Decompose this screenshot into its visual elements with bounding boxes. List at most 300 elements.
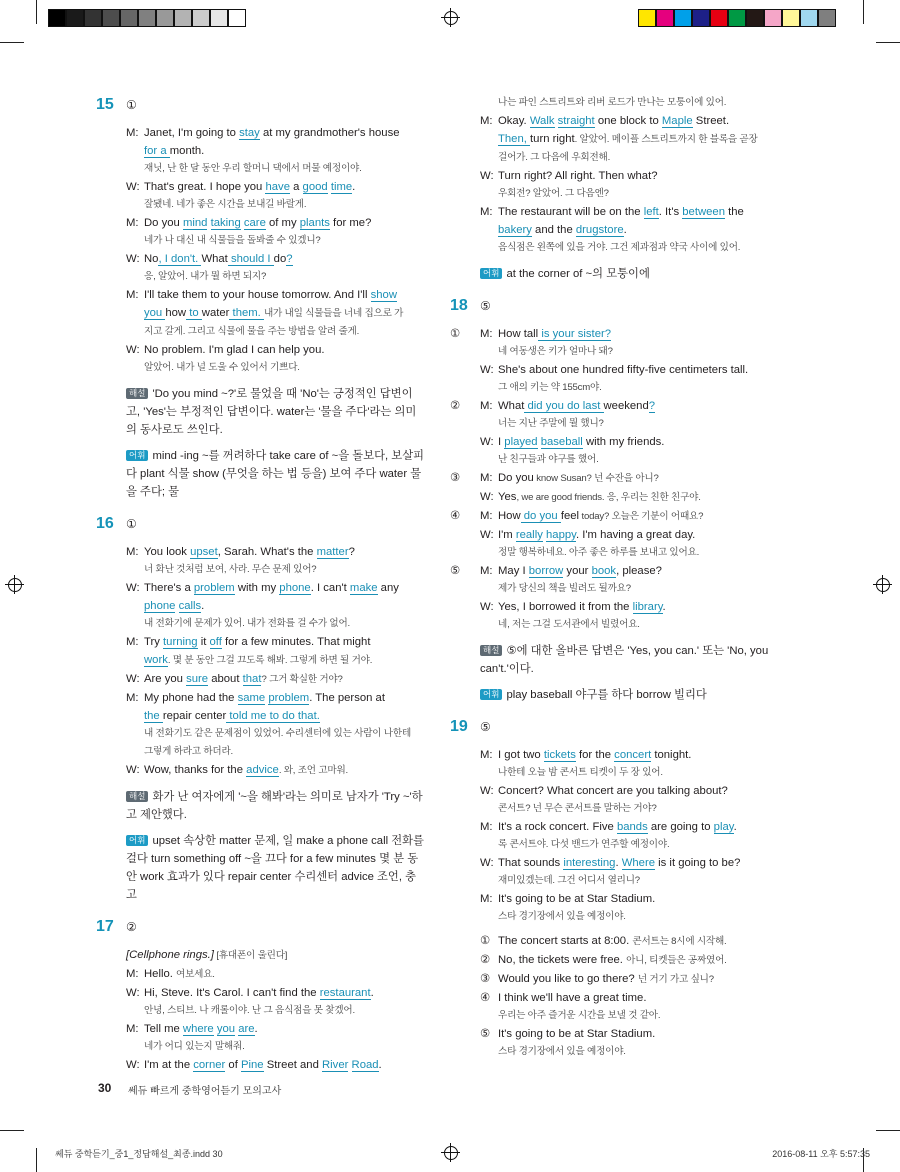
dialogue-text: one block to bbox=[594, 115, 662, 127]
dialogue-text: Are you bbox=[144, 673, 187, 685]
option-text: I think we'll have a great time. bbox=[498, 992, 647, 1004]
answer-blank: do you bbox=[520, 510, 561, 522]
korean-translation bbox=[450, 1043, 780, 1061]
vocabulary-text: upset 속상한 matter 문제, 일 make a phone call 전화를 걸다 turn something off ~을 끄다 for a few minutes 몇 분 동안 work 효과가 있다 repair center 수리센터 advice 조언, 충고 bbox=[126, 835, 424, 901]
color-swatch bbox=[228, 9, 246, 27]
dialogue-text: Yes bbox=[498, 491, 517, 503]
question-18-header bbox=[450, 297, 780, 315]
color-swatch bbox=[102, 9, 120, 27]
answer-blank: Where bbox=[621, 857, 655, 869]
answer-blank: corner bbox=[193, 1059, 226, 1071]
korean-translation bbox=[96, 268, 426, 286]
dialogue-text: It's a rock concert. Five bbox=[498, 821, 617, 833]
vocabulary bbox=[480, 265, 780, 283]
answer-blank: is your sister? bbox=[538, 328, 612, 340]
dialogue-line bbox=[450, 782, 780, 800]
dialogue-text: Wow, thanks for the bbox=[144, 764, 247, 776]
answer-blank: tickets bbox=[543, 749, 576, 761]
crop-mark bbox=[0, 1130, 24, 1131]
translation-text: 네가 어디 있는지 말해줘. bbox=[144, 1041, 245, 1052]
dialogue-text: for the bbox=[575, 749, 615, 761]
korean-translation bbox=[96, 160, 426, 178]
choice-number: ③ bbox=[480, 973, 491, 985]
speaker-label: M: bbox=[480, 472, 493, 484]
dialogue-line bbox=[96, 965, 426, 984]
dialogue-line bbox=[96, 286, 426, 304]
vocabulary bbox=[480, 686, 780, 704]
translation-text: 콘서트? 넌 무슨 콘서트를 말하는 거야? bbox=[498, 803, 657, 814]
dialogue-line bbox=[450, 433, 780, 451]
question-number: 18 bbox=[450, 297, 468, 314]
speaker-label: M: bbox=[480, 510, 493, 522]
vocabulary-text: play baseball 야구를 하다 borrow 빌리다 bbox=[506, 689, 707, 701]
dialogue-line bbox=[450, 469, 780, 488]
option-text: 아니, 티켓들은 공짜였어. bbox=[626, 955, 727, 966]
choice-number: ③ bbox=[450, 472, 461, 484]
dialogue-line bbox=[96, 304, 426, 323]
answer-option bbox=[450, 1025, 780, 1043]
dialogue-text: How bbox=[498, 510, 521, 522]
answer-blank: matter bbox=[316, 546, 349, 558]
speaker-label: M: bbox=[480, 115, 493, 127]
dialogue-text: for me? bbox=[329, 217, 372, 229]
translation-text: 알았어. 내가 널 도울 수 있어서 기쁘다. bbox=[144, 362, 300, 373]
answer-blank: between bbox=[682, 206, 725, 218]
translation-text: 안녕, 스티브. 나 캐롤이야. 난 그 음식점을 못 찾겠어. bbox=[144, 1005, 355, 1016]
stage-direction-ko: [휴대폰이 울린다] bbox=[213, 950, 288, 961]
korean-translation bbox=[450, 1007, 780, 1025]
choice-number: ④ bbox=[480, 992, 491, 1004]
question-number: 16 bbox=[96, 515, 114, 532]
dialogue-line bbox=[450, 325, 780, 343]
explanation-tag: 해설 bbox=[480, 645, 502, 656]
answer-blank: make bbox=[349, 582, 378, 594]
dialogue-line bbox=[450, 854, 780, 872]
speaker-label: M: bbox=[480, 400, 493, 412]
dialogue-text: are going to bbox=[647, 821, 714, 833]
question-17-header bbox=[96, 918, 426, 936]
translation-text: 나한테 오늘 밤 콘서트 티켓이 두 장 있어. bbox=[498, 767, 663, 778]
dialogue-text: . The person at bbox=[309, 692, 385, 704]
dialogue-text: Janet, I'm going to bbox=[144, 127, 240, 139]
crop-mark bbox=[876, 42, 900, 43]
dialogue-text: . 와, 조언 고마워. bbox=[278, 765, 349, 776]
dialogue-text: ? bbox=[348, 546, 355, 558]
dialogue-text: . bbox=[623, 224, 627, 236]
translation-text: 걸어가. 그 다음에 우회전해. bbox=[498, 152, 611, 163]
answer-blank: ? bbox=[286, 253, 293, 265]
answer-blank: bands bbox=[616, 821, 648, 833]
dialogue-line bbox=[96, 761, 426, 780]
translation-text: 네, 저는 그걸 도서관에서 빌렸어요. bbox=[498, 619, 640, 630]
question-15-header bbox=[96, 96, 426, 114]
dialogue-line bbox=[96, 689, 426, 707]
korean-translation bbox=[450, 451, 780, 469]
book-title: 쎄듀 빠르게 중학영어듣기 모의고사 bbox=[128, 1086, 282, 1097]
answer-blank: interesting bbox=[563, 857, 616, 869]
right-column bbox=[450, 94, 780, 1061]
gray-color-bar bbox=[48, 9, 246, 27]
korean-translation bbox=[96, 232, 426, 250]
dialogue-text: . bbox=[615, 857, 622, 869]
dialogue-line bbox=[96, 1020, 426, 1038]
choice-number: ② bbox=[450, 400, 461, 412]
translation-text: 네가 나 대신 내 식물들을 돌봐줄 수 있겠니? bbox=[144, 235, 321, 246]
crop-mark bbox=[36, 1148, 37, 1172]
dialogue-text: I'll take them to your house tomorrow. And I'll bbox=[144, 289, 371, 301]
dialogue-text: 여보세요. bbox=[176, 969, 215, 980]
dialogue-text: , Sarah. What's the bbox=[217, 546, 317, 558]
color-swatch bbox=[818, 9, 836, 27]
question-19-header bbox=[450, 718, 780, 736]
translation-text: 록 콘서트야. 다섯 밴드가 연주할 예정이야. bbox=[498, 839, 670, 850]
dialogue-text: any bbox=[377, 582, 399, 594]
stage-direction bbox=[96, 946, 426, 965]
dialogue-text: ? 그거 확실한 거야? bbox=[261, 674, 343, 685]
vocabulary-tag: 어휘 bbox=[126, 450, 148, 461]
speaker-label: W: bbox=[480, 857, 494, 869]
dialogue-text: the bbox=[724, 206, 744, 218]
dialogue-text: of my bbox=[265, 217, 300, 229]
answer-blank: Road bbox=[351, 1059, 379, 1071]
korean-translation bbox=[450, 239, 780, 257]
dialogue-text: . bbox=[370, 987, 374, 999]
dialogue-text: Hello. bbox=[144, 968, 177, 980]
korean-translation bbox=[96, 725, 426, 743]
stage-direction-en: [Cellphone rings.] bbox=[126, 949, 214, 961]
translation-text: 너 화난 것처럼 보여, 사라. 무슨 문제 있어? bbox=[144, 564, 317, 575]
dialogue-text: how bbox=[165, 307, 187, 319]
color-swatch bbox=[138, 9, 156, 27]
dialogue-text: with my bbox=[234, 582, 280, 594]
dialogue-line bbox=[96, 214, 426, 232]
answer-number: ① bbox=[126, 98, 137, 112]
option-text: Would you like to go there? bbox=[498, 973, 638, 985]
dialogue-text: right bbox=[552, 133, 575, 145]
dialogue-text: and the bbox=[531, 224, 576, 236]
translation-text: 스타 경기장에서 있을 예정이야. bbox=[498, 911, 626, 922]
dialogue-text: . bbox=[378, 1059, 382, 1071]
answer-number: ⑤ bbox=[480, 720, 491, 734]
question-number: 17 bbox=[96, 918, 114, 935]
dialogue-text: . bbox=[352, 181, 356, 193]
answer-blank: you bbox=[144, 307, 166, 319]
korean-translation bbox=[450, 580, 780, 598]
korean-translation bbox=[450, 764, 780, 782]
color-swatch bbox=[656, 9, 674, 27]
korean-translation bbox=[450, 872, 780, 890]
crop-mark bbox=[36, 0, 37, 24]
explanation-text: ⑤에 대한 올바른 답변은 'Yes, you can.' 또는 'No, you can't.'이다. bbox=[480, 645, 769, 675]
color-swatch bbox=[120, 9, 138, 27]
dialogue-text: No bbox=[144, 253, 159, 265]
translation-text: 네 여동생은 키가 얼마나 돼? bbox=[498, 346, 613, 357]
dialogue-line bbox=[96, 1056, 426, 1074]
answer-blank: Maple bbox=[661, 115, 693, 127]
answer-blank: you bbox=[216, 1023, 236, 1035]
vocabulary-tag: 어휘 bbox=[480, 689, 502, 700]
speaker-label: M: bbox=[126, 1023, 139, 1035]
dialogue-line bbox=[450, 167, 780, 185]
dialogue-text: I'm bbox=[498, 529, 516, 541]
dialogue-text: . I can't bbox=[310, 582, 350, 594]
dialogue-text: You look bbox=[144, 546, 191, 558]
answer-blank: advice bbox=[246, 764, 279, 776]
crop-mark bbox=[876, 1130, 900, 1131]
translation-text: 제가 당신의 책을 빌려도 될까요? bbox=[498, 583, 631, 594]
dialogue-line bbox=[96, 633, 426, 651]
color-swatch bbox=[782, 9, 800, 27]
answer-blank: borrow bbox=[528, 565, 564, 577]
korean-translation bbox=[96, 196, 426, 214]
color-swatch bbox=[728, 9, 746, 27]
korean-translation bbox=[96, 561, 426, 579]
dialogue-text: . I'm having a great day. bbox=[575, 529, 696, 541]
speaker-label: W: bbox=[480, 491, 494, 503]
answer-blank: that bbox=[242, 673, 262, 685]
dialogue-text: today? 오늘은 기분이 어때요? bbox=[579, 511, 704, 522]
answer-blank: care bbox=[243, 217, 266, 229]
dialogue-line bbox=[450, 397, 780, 415]
registration-mark-bottom bbox=[444, 1146, 458, 1160]
dialogue-text: water bbox=[201, 307, 230, 319]
korean-translation bbox=[96, 359, 426, 377]
explanation bbox=[126, 788, 426, 824]
answer-blank: should I bbox=[227, 253, 274, 265]
speaker-label: M: bbox=[126, 546, 139, 558]
dialogue-text: May I bbox=[498, 565, 529, 577]
dialogue-text: turn bbox=[530, 133, 550, 145]
answer-blank: same bbox=[237, 692, 266, 704]
page-number: 30 bbox=[98, 1081, 112, 1095]
dialogue-line bbox=[96, 124, 426, 142]
korean-translation bbox=[96, 1002, 426, 1020]
dialogue-text: Tell me bbox=[144, 1023, 183, 1035]
answer-blank: play bbox=[713, 821, 734, 833]
answer-option bbox=[450, 989, 780, 1007]
answer-blank: turning bbox=[163, 636, 198, 648]
speaker-label: W: bbox=[126, 673, 140, 685]
vocabulary-tag: 어휘 bbox=[480, 268, 502, 279]
dialogue-text: Hi, Steve. It's Carol. I can't find the bbox=[144, 987, 320, 999]
left-column bbox=[96, 96, 426, 1074]
dialogue-line bbox=[450, 562, 780, 580]
answer-blank: calls bbox=[178, 600, 202, 612]
speaker-label: M: bbox=[480, 893, 493, 905]
answer-blank: left bbox=[643, 206, 659, 218]
dialogue-text: . bbox=[201, 145, 205, 157]
vocabulary bbox=[126, 832, 426, 904]
answer-blank: off bbox=[209, 636, 222, 648]
dialogue-line bbox=[96, 178, 426, 196]
korean-translation bbox=[450, 343, 780, 361]
answer-blank: problem bbox=[193, 582, 235, 594]
dialogue-text: . 몇 분 동안 그걸 끄도록 해봐. 그렇게 하면 될 거야. bbox=[167, 655, 373, 666]
answer-blank: Then, bbox=[498, 133, 531, 145]
speaker-label: W: bbox=[480, 436, 494, 448]
dialogue-text: Street and bbox=[263, 1059, 323, 1071]
explanation-text: 화가 난 여자에게 '~을 해봐'라는 의미로 남자가 'Try ~'하고 제안했다. bbox=[126, 791, 423, 821]
korean-translation bbox=[450, 836, 780, 854]
answer-option bbox=[450, 970, 780, 989]
color-swatch bbox=[48, 9, 66, 27]
answer-blank: for a bbox=[144, 145, 170, 157]
dialogue-text: weekend bbox=[603, 400, 649, 412]
dialogue-text: a bbox=[289, 181, 303, 193]
answer-blank: Pine bbox=[240, 1059, 264, 1071]
color-swatch bbox=[210, 9, 228, 27]
color-swatch bbox=[674, 9, 692, 27]
answer-number: ① bbox=[126, 517, 137, 531]
color-swatch bbox=[638, 9, 656, 27]
dialogue-text: 내가 내일 식물들을 너네 집으로 가 bbox=[263, 308, 404, 319]
korean-translation bbox=[450, 415, 780, 433]
translation-text: 재닛, 난 한 달 동안 우리 할머니 댁에서 머물 예정이야. bbox=[144, 163, 362, 174]
answer-blank: the bbox=[144, 710, 163, 722]
dialogue-text: of bbox=[225, 1059, 241, 1071]
dialogue-line bbox=[96, 670, 426, 689]
translation-text: 나는 파인 스트리트와 리버 로드가 만나는 모퉁이에 있어. bbox=[498, 97, 727, 108]
answer-blank: ? bbox=[648, 400, 656, 412]
answer-blank: really bbox=[515, 529, 543, 541]
answer-blank: told me to do that. bbox=[226, 710, 320, 722]
dialogue-text: No problem. I'm glad I can help you. bbox=[144, 344, 325, 356]
dialogue-text: . bbox=[201, 600, 205, 612]
dialogue-line bbox=[450, 746, 780, 764]
answer-blank: book bbox=[591, 565, 617, 577]
speaker-label: W: bbox=[480, 364, 494, 376]
answer-blank: straight bbox=[557, 115, 595, 127]
dialogue-text: is it going to be? bbox=[655, 857, 741, 869]
korean-translation bbox=[96, 615, 426, 633]
answer-blank: show bbox=[370, 289, 397, 301]
dialogue-line bbox=[450, 488, 780, 507]
dialogue-line bbox=[96, 984, 426, 1002]
question-number: 15 bbox=[96, 96, 114, 113]
dialogue-text: , we are good friends. 응, 우리는 친한 친구야. bbox=[516, 492, 701, 503]
answer-blank: stay bbox=[239, 127, 260, 139]
translation-text: 응, 알았어. 내가 뭘 하면 되지? bbox=[144, 271, 267, 282]
dialogue-text: Okay. bbox=[498, 115, 530, 127]
korean-translation bbox=[96, 743, 426, 761]
option-text: No, the tickets were free. bbox=[498, 954, 627, 966]
translation-text: 그 애의 키는 약 155cm야. bbox=[498, 382, 602, 393]
answer-blank: time bbox=[330, 181, 353, 193]
answer-blank: library bbox=[632, 601, 663, 613]
korean-translation bbox=[450, 94, 780, 112]
speaker-label: W: bbox=[480, 785, 494, 797]
speaker-label: M: bbox=[126, 127, 139, 139]
color-swatch bbox=[174, 9, 192, 27]
translation-text: 우리는 아주 즐거운 시간을 보낼 것 같아. bbox=[498, 1010, 661, 1021]
translation-text: 정말 행복하네요. 아주 좋은 하루를 보내고 있어요. bbox=[498, 547, 700, 558]
answer-blank: , I don't. bbox=[158, 253, 202, 265]
dialogue-line bbox=[450, 890, 780, 908]
dialogue-text: There's a bbox=[144, 582, 194, 594]
choice-number: ① bbox=[480, 935, 491, 947]
answer-blank: phone bbox=[279, 582, 311, 594]
color-swatch bbox=[192, 9, 210, 27]
color-swatch bbox=[84, 9, 102, 27]
vocabulary-text: at the corner of ~의 모퉁이에 bbox=[506, 268, 650, 280]
dialogue-text: with my friends. bbox=[582, 436, 665, 448]
speaker-label: M: bbox=[126, 968, 139, 980]
speaker-label: W: bbox=[480, 601, 494, 613]
dialogue-line bbox=[450, 221, 780, 239]
korean-translation bbox=[96, 1038, 426, 1056]
speaker-label: W: bbox=[126, 1059, 140, 1071]
dialogue-text: at my grandmother's house bbox=[259, 127, 400, 139]
answer-blank: sure bbox=[186, 673, 209, 685]
option-text: It's going to be at Star Stadium. bbox=[498, 1028, 656, 1040]
answer-blank: River bbox=[322, 1059, 349, 1071]
option-text: 콘서트는 8시에 시작해. bbox=[632, 936, 727, 947]
dialogue-text: do bbox=[273, 253, 287, 265]
process-color-bar bbox=[638, 9, 836, 27]
speaker-label: W: bbox=[126, 582, 140, 594]
vocabulary bbox=[126, 447, 426, 501]
question-number: 19 bbox=[450, 718, 468, 735]
dialogue-text: Turn right? All right. Then what? bbox=[498, 170, 658, 182]
answer-blank: are bbox=[238, 1023, 255, 1035]
dialogue-text: That sounds bbox=[498, 857, 564, 869]
question-16-header bbox=[96, 515, 426, 533]
translation-text: 잘됐네. 네가 좋은 시간을 보내길 바랄게. bbox=[144, 199, 307, 210]
dialogue-text: My phone had the bbox=[144, 692, 238, 704]
answer-blank: concert bbox=[614, 749, 652, 761]
vocabulary-text: mind -ing ~를 꺼려하다 take care of ~을 돌보다, 보살피다 plant 식물 show (무엇을 하는 법 등을) 보여 주다 water 물을 주다; 물 bbox=[126, 450, 425, 498]
speaker-label: M: bbox=[480, 749, 493, 761]
dialogue-text: feel bbox=[560, 510, 580, 522]
dialogue-text: . bbox=[254, 1023, 258, 1035]
dialogue-text: tonight. bbox=[651, 749, 692, 761]
translation-text: 내 전화기도 같은 문제점이 있었어. 수리센터에 있는 사람이 나한테 bbox=[144, 728, 412, 739]
dialogue-text: How bbox=[498, 328, 521, 340]
korean-translation bbox=[450, 379, 780, 397]
answer-blank: have bbox=[265, 181, 290, 193]
speaker-label: M: bbox=[126, 289, 139, 301]
speaker-label: M: bbox=[480, 565, 493, 577]
dialogue-line bbox=[96, 579, 426, 597]
translation-text: 재미있겠는데. 그건 어디서 열리니? bbox=[498, 875, 640, 886]
dialogue-text: I'm at the bbox=[144, 1059, 194, 1071]
choice-number: ② bbox=[480, 954, 491, 966]
color-swatch bbox=[710, 9, 728, 27]
dialogue-line bbox=[450, 507, 780, 526]
dialogue-line bbox=[450, 818, 780, 836]
speaker-label: W: bbox=[126, 344, 140, 356]
dialogue-text: Try bbox=[144, 636, 164, 648]
registration-mark-left bbox=[8, 578, 22, 592]
dialogue-text: What bbox=[498, 400, 525, 412]
answer-blank: problem bbox=[268, 692, 310, 704]
answer-blank: bakery bbox=[498, 224, 532, 236]
speaker-label: M: bbox=[480, 821, 493, 833]
dialogue-text: it bbox=[197, 636, 210, 648]
korean-translation bbox=[450, 185, 780, 203]
speaker-label: W: bbox=[126, 253, 140, 265]
answer-number: ⑤ bbox=[480, 299, 491, 313]
explanation-tag: 해설 bbox=[126, 791, 148, 802]
dialogue-line bbox=[450, 112, 780, 130]
file-slug: 쎄듀 중학듣기_중1_정답해설_최종.indd 30 bbox=[55, 1149, 223, 1159]
translation-text: 우회전? 알았어. 그 다음엔? bbox=[498, 188, 609, 199]
dialogue-line bbox=[450, 526, 780, 544]
answer-blank: where bbox=[182, 1023, 214, 1035]
answer-blank: plants bbox=[299, 217, 330, 229]
color-swatch bbox=[800, 9, 818, 27]
dialogue-text: , please? bbox=[616, 565, 662, 577]
